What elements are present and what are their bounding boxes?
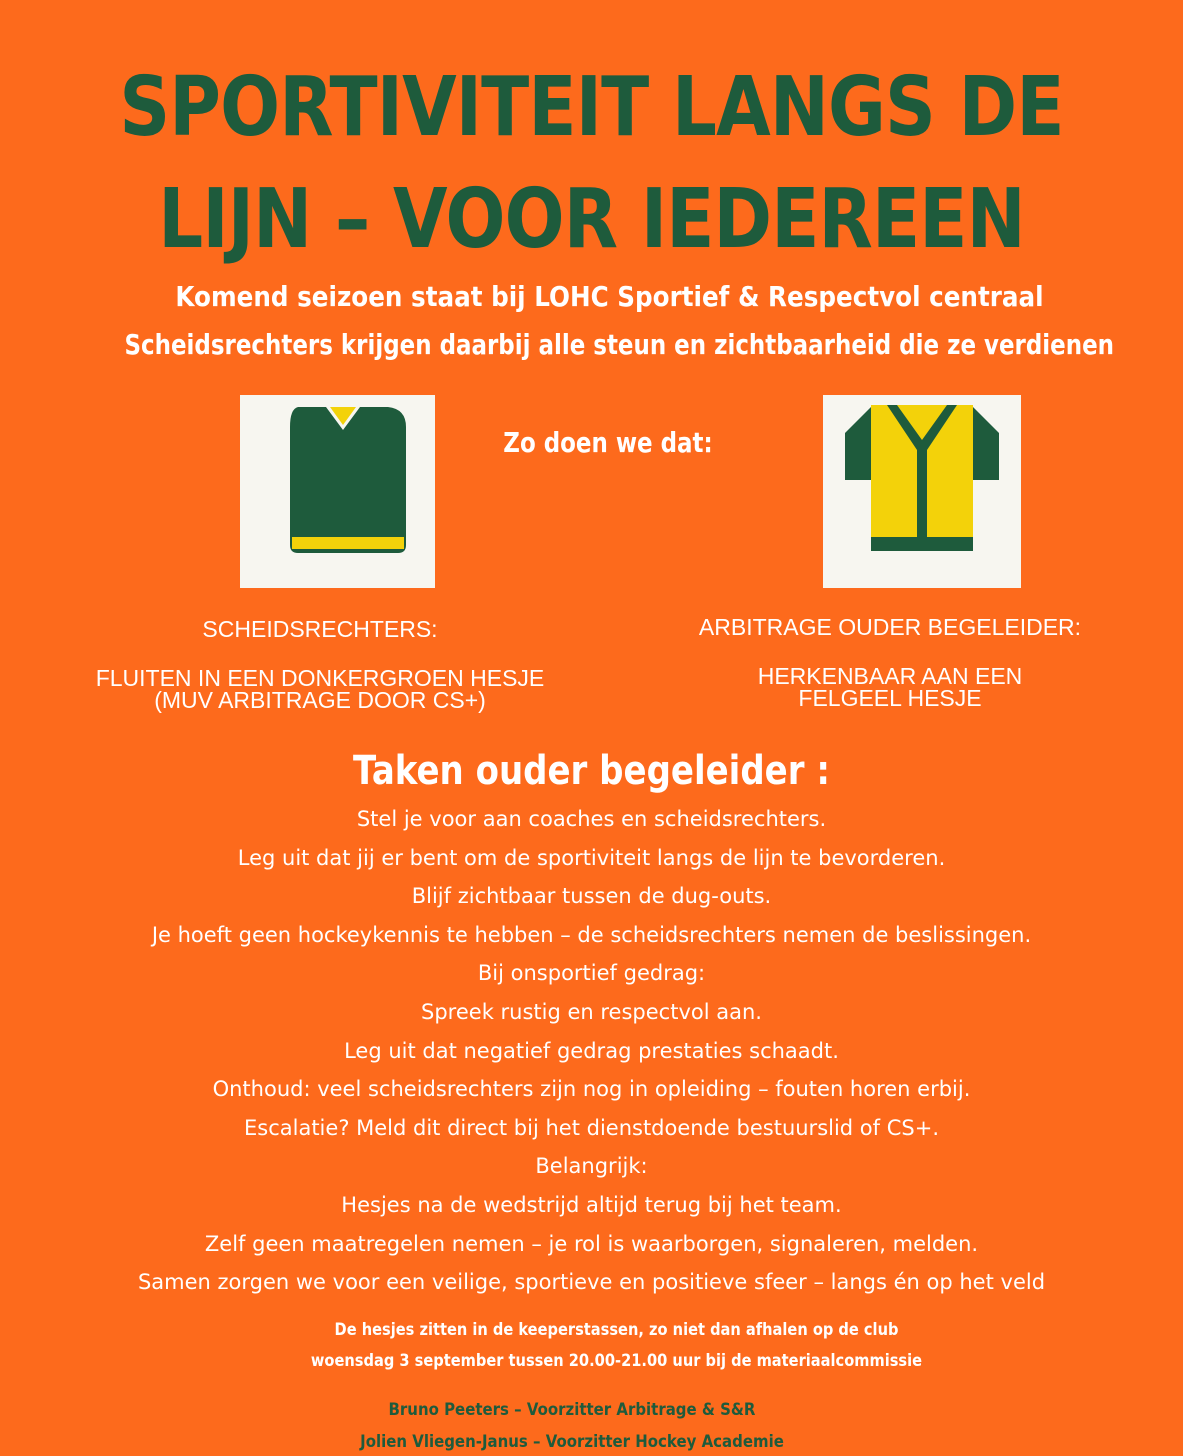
list-item: Escalatie? Meld dit direct bij het dienstdoende bestuurslid of CS+.	[244, 1115, 939, 1140]
subtitle-line-1: Komend seizoen staat bij LOHC Sportief & Respectvol centraal	[175, 280, 1044, 313]
dark-green-vest-image	[240, 395, 435, 588]
list-item: Leg uit dat negatief gedrag prestaties schaadt.	[344, 1038, 839, 1063]
title-line-1: SPORTIVITEIT LANGS DE	[119, 60, 1064, 155]
list-item: Leg uit dat jij er bent om de sportiviteit langs de lijn te bevorderen.	[237, 845, 946, 870]
yellow-vest-icon	[823, 395, 1021, 588]
tasks-list	[0, 800, 1183, 1302]
list-item: Blijf zichtbaar tussen de dug-outs.	[411, 884, 772, 909]
pickup-line-1: De hesjes zitten in de keeperstassen, zo niet dan afhalen op de club	[334, 1320, 899, 1340]
page-title	[83, 52, 1100, 276]
list-item: Belangrijk:	[535, 1154, 648, 1179]
parent-escort-heading: ARBITRAGE OUDER BEGELEIDER:	[698, 614, 1082, 640]
referees-block	[60, 618, 580, 640]
dark-green-vest-icon	[240, 395, 435, 588]
list-item: Stel je voor aan coaches en scheidsrechters.	[356, 807, 827, 831]
referees-heading: SCHEIDSRECHTERS:	[202, 616, 438, 642]
list-item: Spreek rustig en respectvol aan.	[421, 999, 762, 1024]
referees-text-block	[60, 667, 580, 711]
parent-escort-text-block	[640, 665, 1140, 709]
list-item: Onthoud: veel scheidsrechters zijn nog in opleiding – fouten horen erbij.	[212, 1077, 971, 1102]
parent-escort-text: HERKENBAAR AAN EEN FELGEEL HESJE	[757, 663, 1023, 711]
pickup-line-2: woensdag 3 september tussen 20.00-21.00 uur bij de materiaalcommissie	[310, 1351, 923, 1371]
signature-academy: Jolien Vliegen-Janus – Voorzitter Hockey Academie	[360, 1432, 784, 1452]
subtitle-line-2: Scheidsrechters krijgen daarbij alle steun en zichtbaarheid die ze verdienen	[124, 328, 1115, 361]
parent-escort-block	[640, 616, 1140, 638]
intro-text: Zo doen we dat:	[503, 426, 713, 459]
list-item: Samen zorgen we voor een veilige, sportieve en positieve sfeer – langs én op het veld	[137, 1270, 1046, 1295]
referees-text: FLUITEN IN EEN DONKERGROEN HESJE (MUV ARBITRAGE DOOR CS+)	[95, 665, 545, 713]
tasks-heading: Taken ouder begeleider :	[353, 748, 830, 794]
list-item: Je hoeft geen hockeykennis te hebben – de scheidsrechters nemen de beslissingen.	[151, 922, 1032, 947]
signature-arbitrage: Bruno Peeters – Voorzitter Arbitrage & S&R	[388, 1400, 756, 1420]
yellow-vest-image	[823, 395, 1021, 588]
list-item: Zelf geen maatregelen nemen – je rol is waarborgen, signaleren, melden.	[204, 1231, 979, 1256]
list-item: Hesjes na de wedstrijd altijd terug bij het team.	[341, 1192, 842, 1217]
title-line-2: LIJN – VOOR IEDEREEN	[158, 172, 1025, 267]
list-item: Bij onsportief gedrag:	[477, 961, 706, 986]
